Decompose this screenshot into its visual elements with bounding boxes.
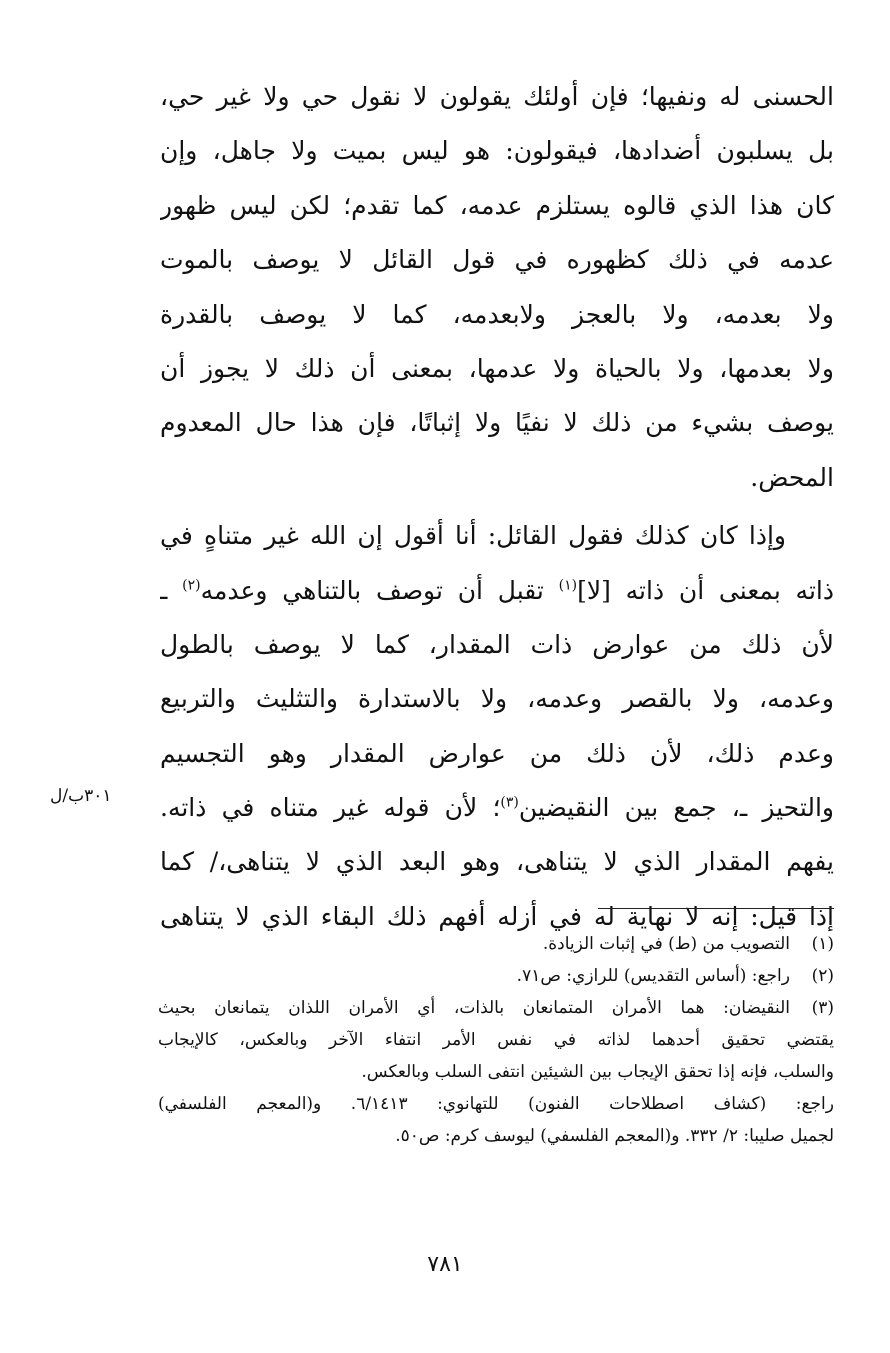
footnote-2 <box>158 960 834 992</box>
text-line: وعدمه، ولا بالقصر وعدمه، ولا بالاستدارة والتثليث والتربيع <box>160 684 834 714</box>
text-segment: ؛ لأن قوله غير متناه في ذاته. <box>160 793 501 823</box>
text-segment: والتحيز ـ، جمع بين النقيضين <box>518 793 834 823</box>
text-segment: ذاته بمعنى أن ذاته [لا] <box>577 575 834 605</box>
footnote-line: التصويب من (ط) في إثبات الزيادة. <box>542 934 790 954</box>
footnote-line: والسلب، فإنه إذا تحقق الإيجاب بين الشيئين انتفى السلب وبالعكس. <box>361 1062 834 1082</box>
footnote-ref-1: (١) <box>558 577 578 594</box>
footnote-body <box>158 928 790 960</box>
text-line: كان هذا الذي قالوه يستلزم عدمه، كما تقدم؛ لكن ليس ظهور <box>160 190 834 220</box>
text-line: ولا بعدمه، ولا بالعجز ولابعدمه، كما لا يوصف بالقدرة <box>160 299 834 329</box>
text-line: وإذا كان كذلك فقول القائل: أنا أقول إن الله غير متناهٍ في <box>160 521 786 551</box>
text-line: بل يسلبون أضدادها، فيقولون: هو ليس بميت ولا جاهل، وإن <box>160 136 834 166</box>
text-line: يوصف بشيء من ذلك لا نفيًا ولا إثباتًا، فإن هذا حال المعدوم <box>160 408 834 438</box>
text-line: عدمه في ذلك كظهوره في قول القائل لا يوصف بالموت <box>160 245 834 275</box>
footnote-number: (٢) <box>811 966 834 986</box>
footnote-separator <box>598 908 834 909</box>
footnote-body <box>158 960 790 992</box>
text-line: يفهم المقدار الذي لا يتناهى، وهو البعد الذي لا يتناهى،/ كما <box>160 847 834 877</box>
text-line: الحسنى له ونفيها؛ فإن أولئك يقولون لا نقول حي ولا غير حي، <box>160 82 834 111</box>
text-segment: ـ <box>160 575 183 605</box>
footnote-1 <box>158 928 834 960</box>
footnote-line: راجع: (كشاف اصطلاحات الفنون) للتهانوي: ٦/١٤١٣. و(المعجم الفلسفي) <box>158 1094 834 1114</box>
manuscript-folio-note: ٣٠١ب/ل <box>50 786 112 806</box>
page-number: ٧٨١ <box>427 1252 463 1277</box>
text-line: إذا قيل: إنه لا نهاية له في أزله أفهم ذلك البقاء الذي لا يتناهى <box>160 901 834 931</box>
text-line: لأن ذلك من عوارض ذات المقدار، كما لا يوصف بالطول <box>160 629 834 659</box>
main-text <box>160 70 834 944</box>
footnote-line: يقتضي تحقيق أحدهما لذاته في نفس الأمر انتفاء الآخر وبالعكس، كالإيجاب <box>158 1030 834 1050</box>
text-line: المحض. <box>750 462 834 492</box>
footnote-body <box>158 992 834 1152</box>
text-segment: تقبل أن توصف بالتناهي وعدمه <box>200 575 559 605</box>
footnote-number: (٣) <box>811 998 834 1018</box>
footnotes <box>158 928 834 1152</box>
footnote-number: (١) <box>811 934 834 954</box>
text-line: ولا بعدمها، ولا بالحياة ولا عدمها، بمعنى أن ذلك لا يجوز أن <box>160 353 834 383</box>
text-line <box>160 564 834 618</box>
footnote-ref-2: (٢) <box>182 577 201 594</box>
text-line <box>160 781 834 835</box>
footnote-3 <box>158 992 834 1152</box>
footnote-line: لجميل صليبا: ٢/ ٣٣٢. و(المعجم الفلسفي) ليوسف كرم: ص٥٠. <box>395 1126 834 1146</box>
footnote-ref-3: (٣) <box>500 794 519 811</box>
footnote-line: راجع: (أساس التقديس) للرازي: ص٧١. <box>516 966 790 986</box>
footnote-line: النقيضان: هما الأمران المتمانعان بالذات، أي الأمران اللذان يتمانعان بحيث <box>158 998 790 1018</box>
text-line: وعدم ذلك، لأن ذلك من عوارض المقدار وهو التجسيم <box>160 738 834 768</box>
